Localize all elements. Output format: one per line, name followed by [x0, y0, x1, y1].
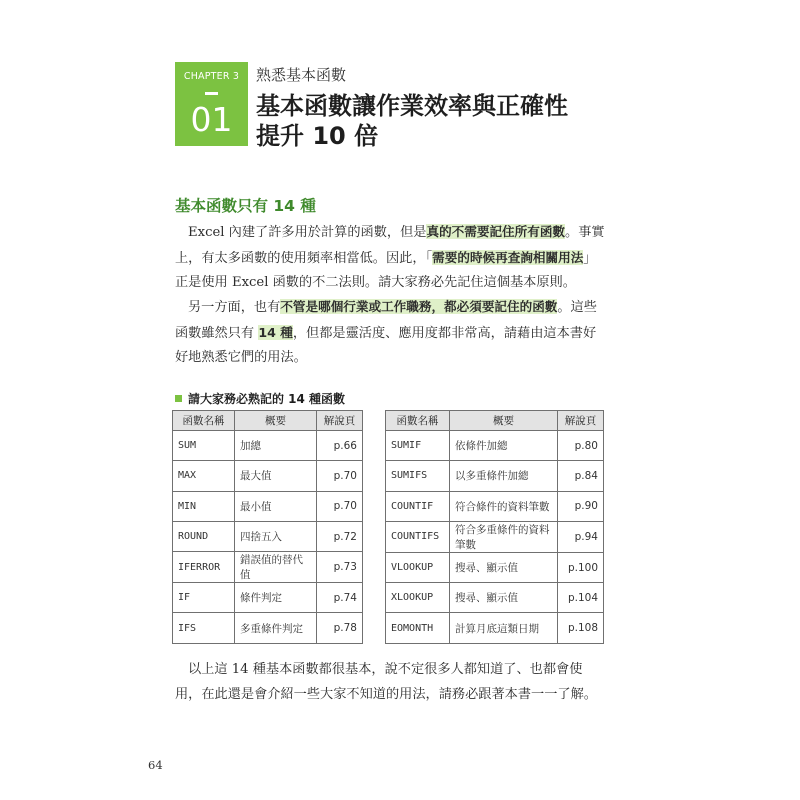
paragraph-1-highlight-2: 需要的時候再查詢相關用法 — [432, 249, 584, 265]
function-summary: 符合多重條件的資料筆數 — [450, 521, 558, 552]
page-title-line-1: 基本函數讓作業效率與正確性 — [256, 92, 568, 120]
table-row — [386, 491, 604, 521]
table-row — [173, 613, 363, 643]
function-page: p.108 — [558, 613, 604, 643]
function-summary: 錯誤值的替代值 — [235, 552, 317, 583]
function-page: p.72 — [317, 521, 363, 551]
page-title-line-2: 提升 10 倍 — [256, 122, 379, 150]
function-name: SUMIF — [386, 431, 450, 461]
function-page: p.80 — [558, 431, 604, 461]
function-name: EOMONTH — [386, 613, 450, 643]
paragraph-1-text-1: Excel 內建了許多用於計算的函數，但是 — [188, 225, 427, 240]
function-name: SUM — [173, 431, 235, 461]
function-name: ROUND — [173, 521, 235, 551]
function-summary: 多重條件判定 — [235, 613, 317, 643]
function-page: p.74 — [317, 583, 363, 613]
function-page: p.104 — [558, 583, 604, 613]
table-row — [173, 461, 363, 491]
paragraph-3 — [175, 658, 607, 707]
function-name: SUMIFS — [386, 461, 450, 491]
table-row — [173, 583, 363, 613]
table-row — [173, 491, 363, 521]
table-row — [386, 521, 604, 552]
function-page: p.73 — [317, 552, 363, 583]
table-header-row — [386, 411, 604, 431]
header-function-name: 函數名稱 — [173, 411, 235, 431]
chapter-number: 01 — [190, 100, 233, 139]
function-page: p.100 — [558, 552, 604, 582]
function-summary: 以多重條件加總 — [450, 461, 558, 491]
page-number: 64 — [148, 758, 163, 772]
table-row — [386, 613, 604, 643]
header-page: 解說頁 — [558, 411, 604, 431]
paragraph-2-text-1: 另一方面，也有 — [188, 300, 281, 315]
chapter-badge — [175, 62, 248, 146]
function-summary: 搜尋、顯示值 — [450, 583, 558, 613]
paragraph-2-highlight-1: 不管是哪個行業或工作職務，都必須要記住的函數 — [280, 299, 558, 314]
table-row — [386, 552, 604, 582]
table-header-row — [173, 411, 363, 431]
chapter-dash — [205, 92, 218, 95]
function-name: IFS — [173, 613, 235, 643]
function-summary: 加總 — [235, 431, 317, 461]
table-row — [173, 521, 363, 551]
function-name: MAX — [173, 461, 235, 491]
function-page: p.78 — [317, 613, 363, 643]
function-name: XLOOKUP — [386, 583, 450, 613]
function-summary: 搜尋、顯示值 — [450, 552, 558, 582]
function-page: p.70 — [317, 461, 363, 491]
paragraph-2-text-3: ，但都是靈活度、應用度都非常高，請藉由這本書好好地熟悉它們的用法。 — [175, 325, 597, 365]
paragraph-2-text-2: 。這些函數雖然只有 — [175, 300, 597, 341]
function-table-right — [385, 410, 604, 644]
function-summary: 最大值 — [235, 461, 317, 491]
function-summary: 最小值 — [235, 491, 317, 521]
page-title — [256, 91, 656, 151]
header-function-name: 函數名稱 — [386, 411, 450, 431]
function-table-left — [172, 410, 363, 644]
paragraph-1-text-2: 。事實上，有太多函數的使用頻率相當低。因此，「 — [175, 225, 605, 266]
function-page: p.70 — [317, 491, 363, 521]
function-page: p.84 — [558, 461, 604, 491]
table-row — [386, 583, 604, 613]
paragraph-1-highlight-1: 真的不需要記住所有函數 — [426, 224, 566, 239]
function-name: COUNTIF — [386, 491, 450, 521]
paragraph-2-highlight-2: 14 種 — [258, 324, 293, 340]
paragraph-3-text: 以上這 14 種基本函數都很基本，說不定很多人都知道了、也都會使用，在此還是會介紹一些大家不知道的用法，請務必跟著本書一一了解。 — [175, 662, 597, 702]
table-caption — [175, 390, 345, 407]
function-name: VLOOKUP — [386, 552, 450, 582]
paragraph-2 — [175, 295, 607, 371]
function-page: p.90 — [558, 491, 604, 521]
function-summary: 符合條件的資料筆數 — [450, 491, 558, 521]
function-name: IFERROR — [173, 552, 235, 583]
function-name: MIN — [173, 491, 235, 521]
header-summary: 概要 — [235, 411, 317, 431]
table-row — [386, 461, 604, 491]
table-row — [386, 431, 604, 461]
function-name: IF — [173, 583, 235, 613]
square-bullet-icon — [175, 395, 182, 402]
header-page: 解說頁 — [317, 411, 363, 431]
chapter-title: 熟悉基本函數 — [256, 66, 347, 84]
function-summary: 計算月底這類日期 — [450, 613, 558, 643]
function-page: p.66 — [317, 431, 363, 461]
function-summary: 依條件加總 — [450, 431, 558, 461]
chapter-label: CHAPTER 3 — [183, 71, 240, 82]
function-summary: 條件判定 — [235, 583, 317, 613]
function-summary: 四捨五入 — [235, 521, 317, 551]
function-name: COUNTIFS — [386, 521, 450, 552]
section-heading: 基本函數只有 14 種 — [175, 197, 316, 215]
paragraph-1 — [175, 220, 607, 296]
function-page: p.94 — [558, 521, 604, 552]
table-caption-text: 請大家務必熟記的 14 種函數 — [188, 392, 346, 406]
table-row — [173, 431, 363, 461]
table-row — [173, 552, 363, 583]
header-summary: 概要 — [450, 411, 558, 431]
paragraph-1-text-3: 」正是使用 Excel 函數的不二法則。請大家務必先記住這個基本原則。 — [175, 250, 597, 290]
